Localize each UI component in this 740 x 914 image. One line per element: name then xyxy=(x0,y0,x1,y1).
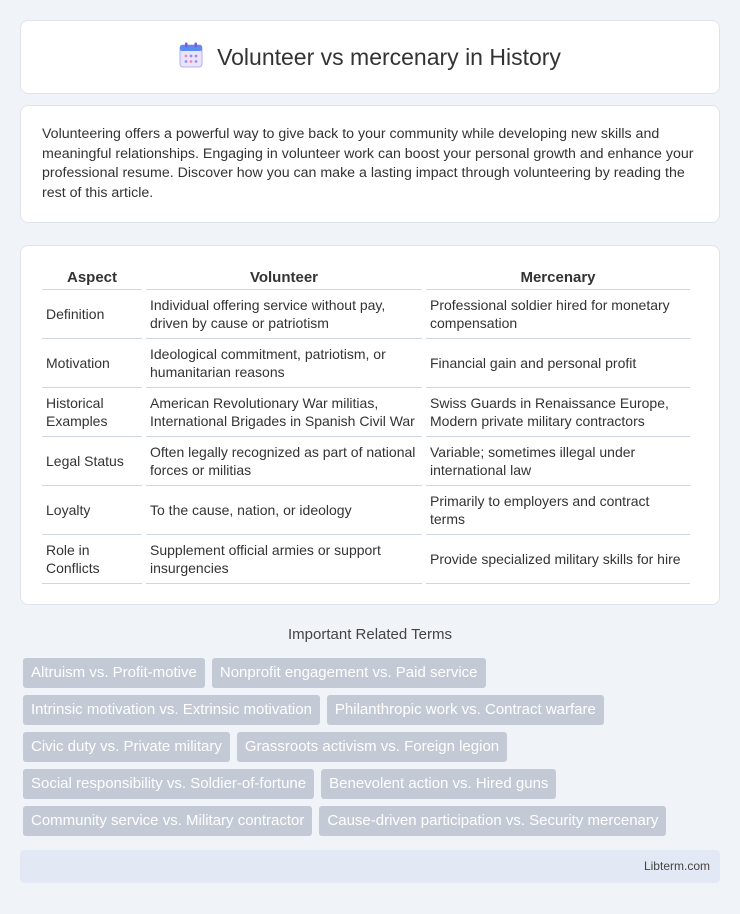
table-header-row xyxy=(42,266,690,290)
table-cell: Individual offering service without pay, driven by cause or patriotism xyxy=(146,290,422,339)
intro-card xyxy=(20,105,720,223)
column-header-volunteer: Volunteer xyxy=(146,266,422,290)
related-term-tag[interactable]: Philanthropic work vs. Contract warfare xyxy=(327,695,604,725)
column-header-mercenary: Mercenary xyxy=(426,266,690,290)
comparison-table-card xyxy=(20,245,720,605)
related-terms-list xyxy=(23,658,723,843)
table-cell: Primarily to employers and contract terms xyxy=(426,486,690,535)
tag-row xyxy=(23,769,723,806)
table-cell: Supplement official armies or support insurgencies xyxy=(146,535,422,584)
table-row xyxy=(42,437,690,486)
related-term-tag[interactable]: Nonprofit engagement vs. Paid service xyxy=(212,658,486,688)
table-cell: Provide specialized military skills for hire xyxy=(426,535,690,584)
comparison-table xyxy=(38,266,694,584)
table-row xyxy=(42,486,690,535)
related-term-tag[interactable]: Intrinsic motivation vs. Extrinsic motivation xyxy=(23,695,320,725)
table-cell: To the cause, nation, or ideology xyxy=(146,486,422,535)
table-cell: Ideological commitment, patriotism, or humanitarian reasons xyxy=(146,339,422,388)
calendar-icon xyxy=(179,42,203,73)
table-row xyxy=(42,535,690,584)
related-term-tag[interactable]: Social responsibility vs. Soldier-of-fortune xyxy=(23,769,314,799)
tag-row xyxy=(23,732,723,769)
tag-row xyxy=(23,806,723,843)
related-terms-heading: Important Related Terms xyxy=(288,626,452,643)
table-row xyxy=(42,339,690,388)
tag-row xyxy=(23,695,723,732)
table-cell: Often legally recognized as part of national forces or militias xyxy=(146,437,422,486)
related-term-tag[interactable]: Community service vs. Military contractor xyxy=(23,806,312,836)
header-card xyxy=(20,20,720,94)
table-cell: Legal Status xyxy=(42,437,142,486)
related-term-tag[interactable]: Grassroots activism vs. Foreign legion xyxy=(237,732,507,762)
footer-brand[interactable]: Libterm.com xyxy=(643,859,710,873)
table-cell: Definition xyxy=(42,290,142,339)
table-cell: Historical Examples xyxy=(42,388,142,437)
column-header-aspect: Aspect xyxy=(42,266,142,290)
table-cell: Motivation xyxy=(42,339,142,388)
table-row xyxy=(42,388,690,437)
table-cell: Professional soldier hired for monetary compensation xyxy=(426,290,690,339)
table-cell: Swiss Guards in Renaissance Europe, Modern private military contractors xyxy=(426,388,690,437)
intro-text: Volunteering offers a powerful way to give back to your community while developing new skills and meaningful relationships. Engaging in volunteer work can boost your personal growth and enhance your professional resume. Discover how you can make a lasting impact through volunteering by reading the rest of this article. xyxy=(42,126,694,201)
related-term-tag[interactable]: Benevolent action vs. Hired guns xyxy=(321,769,556,799)
page-title: Volunteer vs mercenary in History xyxy=(217,43,561,70)
related-term-tag[interactable]: Civic duty vs. Private military xyxy=(23,732,230,762)
table-cell: Role in Conflicts xyxy=(42,535,142,584)
table-cell: Variable; sometimes illegal under international law xyxy=(426,437,690,486)
tag-row xyxy=(23,658,723,695)
table-row xyxy=(42,290,690,339)
table-cell: Financial gain and personal profit xyxy=(426,339,690,388)
table-cell: Loyalty xyxy=(42,486,142,535)
related-term-tag[interactable]: Altruism vs. Profit-motive xyxy=(23,658,205,688)
table-cell: American Revolutionary War militias, International Brigades in Spanish Civil War xyxy=(146,388,422,437)
footer xyxy=(20,850,720,883)
related-term-tag[interactable]: Cause-driven participation vs. Security mercenary xyxy=(319,806,666,836)
